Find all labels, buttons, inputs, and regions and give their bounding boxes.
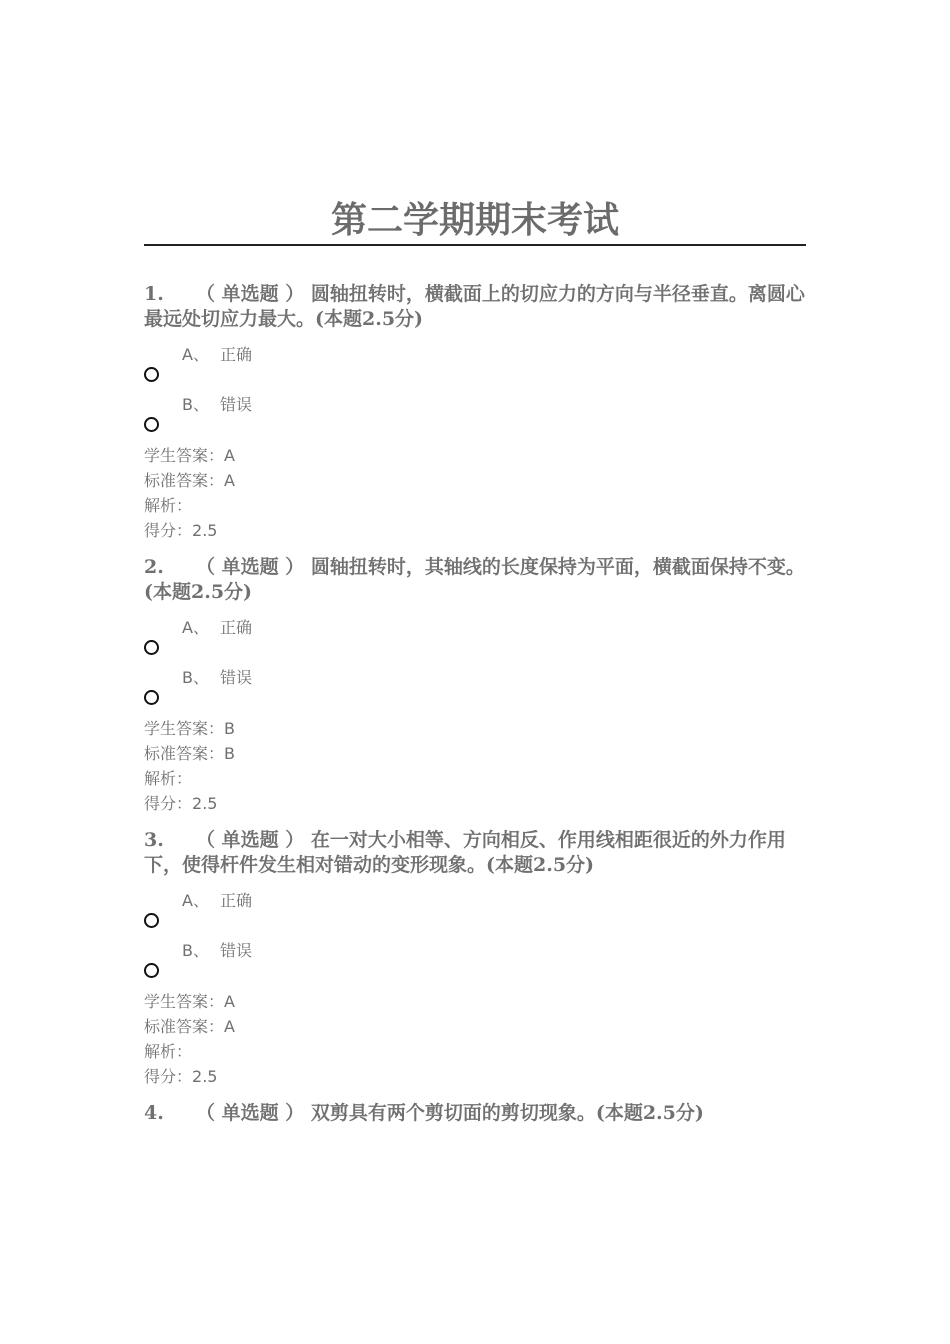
score-value: 2.5: [192, 794, 218, 813]
analysis-label: 解析：: [144, 1042, 193, 1061]
option-b: [182, 668, 252, 688]
score-label: 得分：: [144, 1067, 193, 1086]
option-label: 正确: [220, 618, 253, 637]
standard-answer: [144, 1017, 235, 1037]
question-number: 1.: [144, 283, 164, 305]
option-a: [182, 618, 252, 638]
standard-answer-value: A: [224, 1017, 235, 1036]
option-b: [182, 941, 252, 961]
option-a: [182, 891, 252, 911]
option-letter: A、: [182, 891, 209, 910]
standard-answer-label: 标准答案：: [144, 744, 225, 763]
question-number: 4.: [144, 1102, 164, 1124]
student-answer-label: 学生答案：: [144, 446, 225, 465]
score: [144, 1067, 217, 1087]
student-answer-value: B: [224, 719, 235, 738]
analysis: [144, 769, 192, 789]
question-4: [144, 1101, 809, 1126]
question-text: （ 单选题 ） 圆轴扭转时，横截面上的切应力的方向与半径垂直。离圆心最远处切应力最大。(本题2.5分): [144, 283, 805, 330]
standard-answer-label: 标准答案：: [144, 471, 225, 490]
option-letter: B、: [182, 941, 209, 960]
standard-answer-label: 标准答案：: [144, 1017, 225, 1036]
question-text: （ 单选题 ） 双剪具有两个剪切面的剪切现象。(本题2.5分): [196, 1102, 704, 1124]
analysis-label: 解析：: [144, 769, 193, 788]
question-text: （ 单选题 ） 圆轴扭转时，其轴线的长度保持为平面，横截面保持不变。(本题2.5分): [144, 556, 805, 603]
standard-answer-value: B: [224, 744, 235, 763]
option-a-radio[interactable]: [144, 367, 159, 382]
analysis-label: 解析：: [144, 496, 193, 515]
option-a: [182, 345, 252, 365]
score-value: 2.5: [192, 521, 218, 540]
analysis: [144, 496, 192, 516]
option-label: 错误: [220, 941, 253, 960]
title-underline: [144, 244, 806, 246]
option-label: 错误: [220, 395, 253, 414]
student-answer-value: A: [224, 446, 235, 465]
student-answer: [144, 446, 235, 466]
option-a-radio[interactable]: [144, 640, 159, 655]
student-answer-value: A: [224, 992, 235, 1011]
option-b-radio[interactable]: [144, 963, 159, 978]
exam-title: 第二学期期末考试: [330, 199, 619, 241]
score: [144, 521, 217, 541]
question-3: [144, 828, 809, 878]
question-1: [144, 282, 809, 332]
score-value: 2.5: [192, 1067, 218, 1086]
option-label: 正确: [220, 891, 253, 910]
option-b-radio[interactable]: [144, 417, 159, 432]
score-label: 得分：: [144, 794, 193, 813]
student-answer: [144, 719, 235, 739]
standard-answer: [144, 471, 235, 491]
question-number: 3.: [144, 829, 164, 851]
question-number: 2.: [144, 556, 164, 578]
option-label: 错误: [220, 668, 253, 687]
option-letter: B、: [182, 395, 209, 414]
question-text: （ 单选题 ） 在一对大小相等、方向相反、作用线相距很近的外力作用下，使得杆件发生相对错动的变形现象。(本题2.5分): [144, 829, 786, 876]
option-label: 正确: [220, 345, 253, 364]
option-b-radio[interactable]: [144, 690, 159, 705]
score: [144, 794, 217, 814]
option-a-radio[interactable]: [144, 913, 159, 928]
question-2: [144, 555, 809, 605]
student-answer-label: 学生答案：: [144, 719, 225, 738]
option-letter: A、: [182, 345, 209, 364]
option-letter: B、: [182, 668, 209, 687]
student-answer-label: 学生答案：: [144, 992, 225, 1011]
score-label: 得分：: [144, 521, 193, 540]
option-letter: A、: [182, 618, 209, 637]
student-answer: [144, 992, 235, 1012]
option-b: [182, 395, 252, 415]
standard-answer: [144, 744, 235, 764]
standard-answer-value: A: [224, 471, 235, 490]
analysis: [144, 1042, 192, 1062]
